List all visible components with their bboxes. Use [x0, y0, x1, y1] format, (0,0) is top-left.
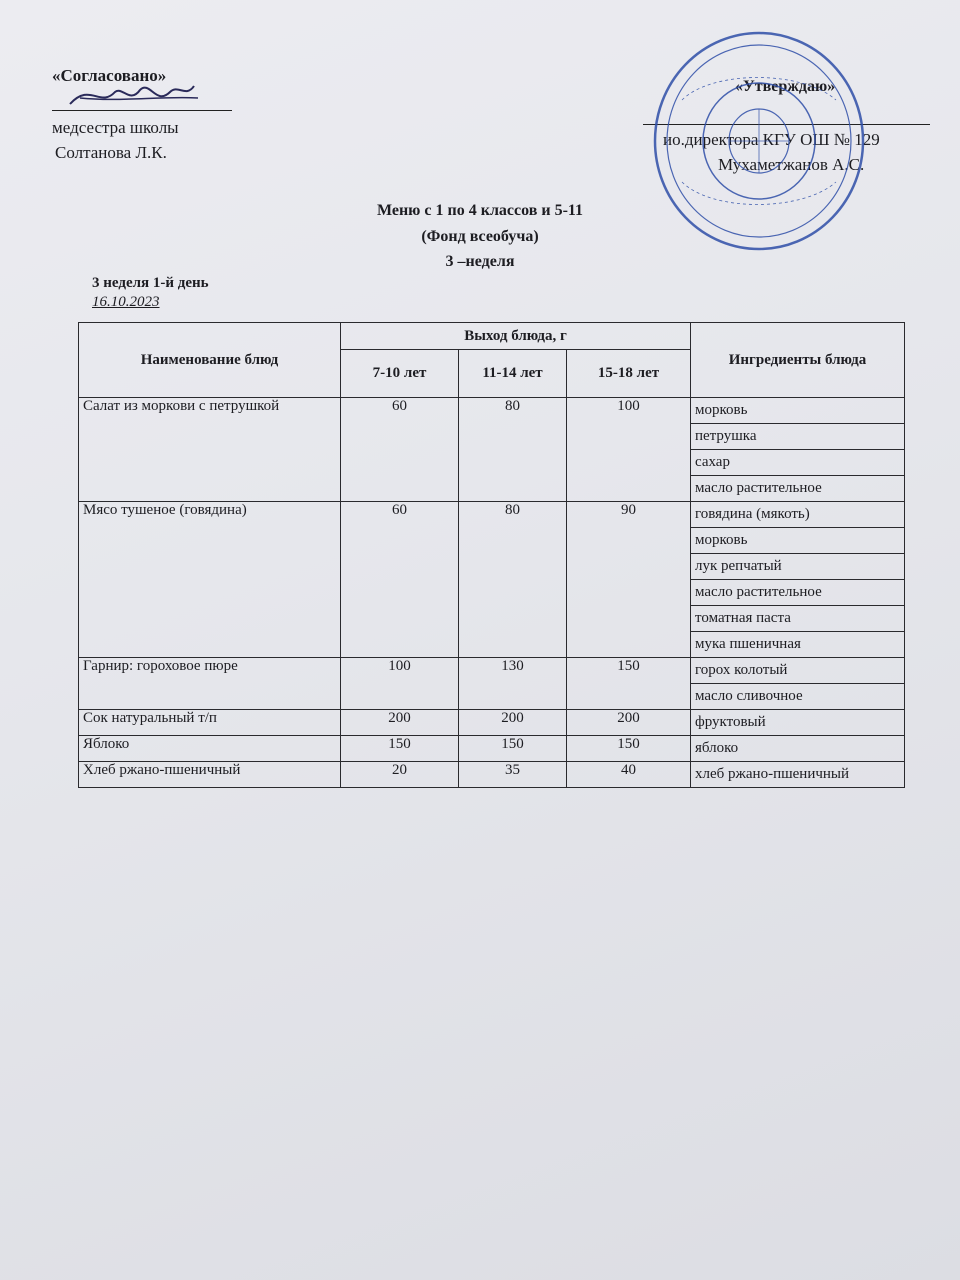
portion-11-14: 80 [459, 502, 567, 658]
portion-7-10: 100 [341, 658, 459, 710]
portion-11-14: 35 [459, 762, 567, 788]
portion-11-14: 130 [459, 658, 567, 710]
ingredient: масло растительное [691, 476, 905, 502]
portion-7-10: 200 [341, 710, 459, 736]
ingredient: фруктовый [691, 710, 905, 736]
dish-name: Яблоко [79, 736, 341, 762]
approved-label: «Согласовано» [52, 66, 167, 85]
nurse-signature-line [52, 110, 232, 111]
ingredient: петрушка [691, 424, 905, 450]
portion-15-18: 100 [567, 398, 691, 502]
nurse-signature [60, 78, 200, 114]
column-header-ingredients: Ингредиенты блюда [691, 323, 905, 398]
ingredient: масло растительное [691, 580, 905, 606]
ingredient: яблоко [691, 736, 905, 762]
table-row [79, 398, 905, 424]
ingredient: томатная паста [691, 606, 905, 632]
portion-11-14: 80 [459, 398, 567, 502]
dish-name: Салат из моркови с петрушкой [79, 398, 341, 502]
column-header-dish-name: Наименование блюд [79, 323, 341, 398]
portion-11-14: 150 [459, 736, 567, 762]
portion-15-18: 150 [567, 736, 691, 762]
fund-subtitle: (Фонд всеобуча) [421, 228, 539, 245]
portion-15-18: 40 [567, 762, 691, 788]
nurse-name: Солтанова Л.К. [55, 143, 167, 162]
portion-7-10: 60 [341, 398, 459, 502]
director-name: Мухаметжанов А.С. [718, 155, 865, 174]
portion-7-10: 150 [341, 736, 459, 762]
table-row [79, 762, 905, 788]
ingredient: горох колотый [691, 658, 905, 684]
dish-name: Мясо тушеное (говядина) [79, 502, 341, 658]
ingredient: сахар [691, 450, 905, 476]
column-header-age-7-10: 7-10 лет [341, 350, 459, 398]
dish-name: Сок натуральный т/п [79, 710, 341, 736]
ingredient: говядина (мякоть) [691, 502, 905, 528]
menu-date: 16.10.2023 [92, 294, 160, 310]
column-header-age-11-14: 11-14 лет [459, 350, 567, 398]
ingredient: хлеб ржано-пшеничный [691, 762, 905, 788]
ingredient: лук репчатый [691, 554, 905, 580]
ingredient: морковь [691, 528, 905, 554]
menu-title: Меню с 1 по 4 классов и 5-11 [376, 202, 584, 219]
ingredient: масло сливочное [691, 684, 905, 710]
nurse-role: медсестра школы [52, 118, 179, 137]
approve-label: «Утверждаю» [735, 78, 836, 95]
week-subtitle: 3 –неделя [445, 253, 515, 270]
table-row [79, 502, 905, 528]
column-header-output: Выход блюда, г [341, 323, 691, 350]
director-role: ио.директора КГУ ОШ № 129 [663, 130, 880, 149]
table-row [79, 710, 905, 736]
ingredient: морковь [691, 398, 905, 424]
menu-table [78, 322, 905, 788]
portion-15-18: 90 [567, 502, 691, 658]
portion-15-18: 200 [567, 710, 691, 736]
portion-7-10: 60 [341, 502, 459, 658]
table-row [79, 736, 905, 762]
dish-name: Хлеб ржано-пшеничный [79, 762, 341, 788]
table-row [79, 658, 905, 684]
week-day-label: 3 неделя 1-й день [92, 275, 209, 291]
portion-15-18: 150 [567, 658, 691, 710]
column-header-age-15-18: 15-18 лет [567, 350, 691, 398]
dish-name: Гарнир: гороховое пюре [79, 658, 341, 710]
portion-11-14: 200 [459, 710, 567, 736]
portion-7-10: 20 [341, 762, 459, 788]
ingredient: мука пшеничная [691, 632, 905, 658]
